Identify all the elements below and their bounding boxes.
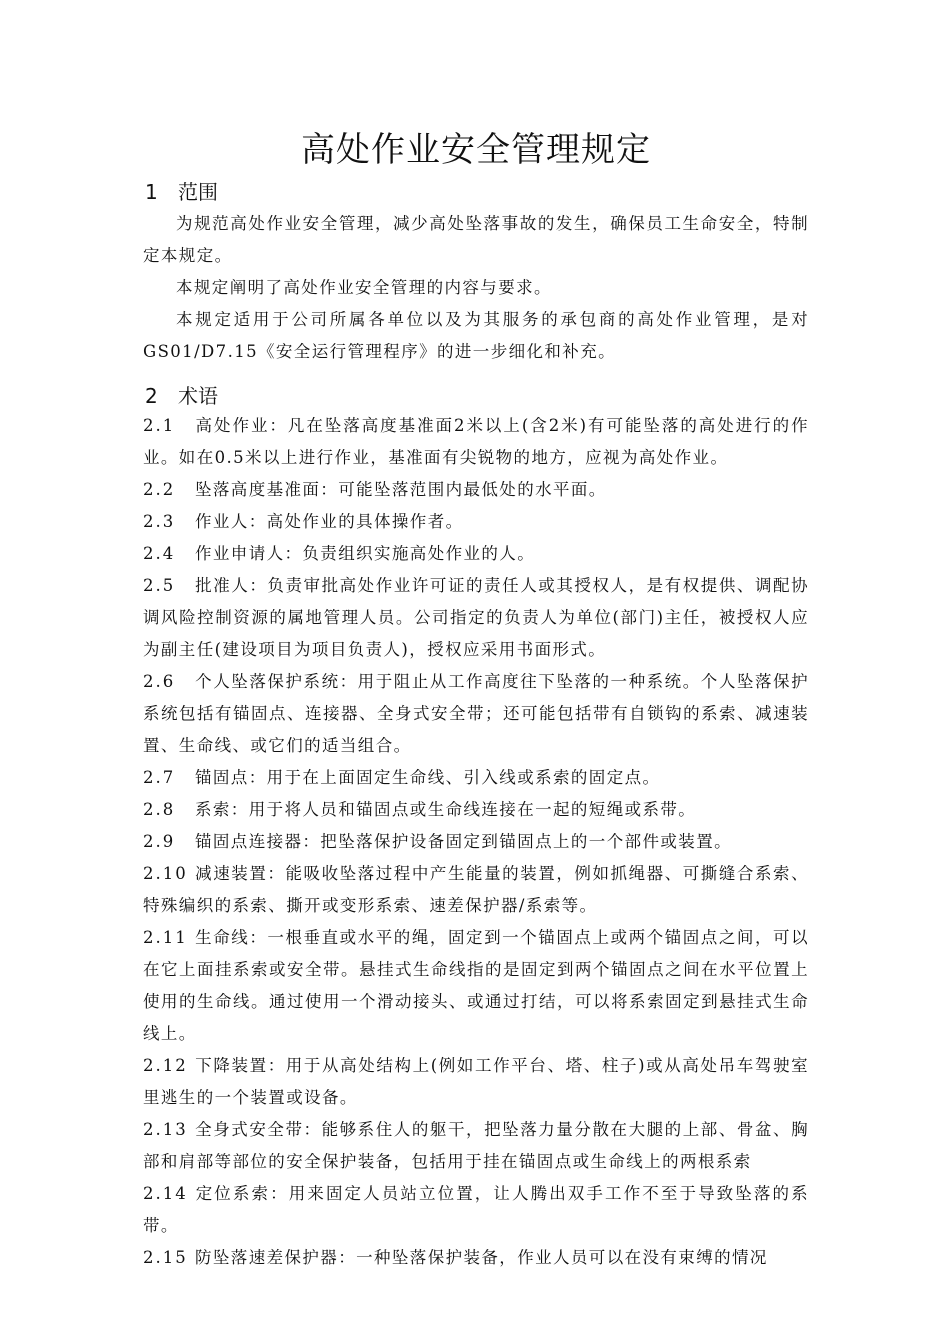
term-text: 高处作业：凡在坠落高度基准面2米以上(含2米)有可能坠落的高处进行的作业。如在0.5米以上进行作业，基准面有尖锐物的地方，应视为高处作业。: [143, 416, 809, 467]
term-text: 作业人：高处作业的具体操作者。: [195, 512, 464, 531]
term-item: [143, 762, 809, 794]
term-text: 下降装置：用于从高处结构上(例如工作平台、塔、柱子)或从高处吊车驾驶室里逃生的一个装置或设备。: [143, 1056, 809, 1107]
term-text: 作业申请人：负责组织实施高处作业的人。: [195, 544, 536, 563]
term-item: [143, 570, 809, 666]
term-text: 批准人：负责审批高处作业许可证的责任人或其授权人，是有权提供、调配协调风险控制资源的属地管理人员。公司指定的负责人为单位(部门)主任，被授权人应为副主任(建设项目为项目负责人)，授权应采用书面形式。: [143, 576, 809, 659]
term-text: 锚固点连接器：把坠落保护设备固定到锚固点上的一个部件或装置。: [195, 832, 732, 851]
term-number: 2.1: [143, 416, 176, 435]
term-item: [143, 858, 809, 922]
term-text: 坠落高度基准面：可能坠落范围内最低处的水平面。: [195, 480, 607, 499]
section-title: 术语: [178, 384, 218, 408]
section-title: 范围: [178, 180, 218, 204]
term-number: 2.10: [143, 864, 188, 883]
term-number: 2.4: [143, 544, 176, 563]
scope-body: [143, 208, 809, 368]
section-number: 2: [145, 384, 158, 408]
term-item: [143, 922, 809, 1050]
term-number: 2.8: [143, 800, 176, 819]
term-text: 减速装置：能吸收坠落过程中产生能量的装置，例如抓绳器、可撕缝合系索、特殊编织的系索、撕开或变形系索、速差保护器/系索等。: [143, 864, 809, 915]
term-item: [143, 410, 809, 474]
section-heading-scope: [145, 178, 218, 206]
term-text: 锚固点：用于在上面固定生命线、引入线或系索的固定点。: [195, 768, 661, 787]
term-item: [143, 506, 809, 538]
section-heading-terms: [145, 382, 218, 410]
paragraph: 本规定阐明了高处作业安全管理的内容与要求。: [176, 278, 552, 297]
term-text: 定位系索：用来固定人员站立位置，让人腾出双手工作不至于导致坠落的系带。: [143, 1184, 809, 1235]
paragraph: 为规范高处作业安全管理，减少高处坠落事故的发生，确保员工生命安全，特制定本规定。: [143, 214, 809, 265]
term-number: 2.13: [143, 1120, 188, 1139]
term-item: [143, 1178, 809, 1242]
term-item: [143, 1242, 809, 1274]
term-item: [143, 1050, 809, 1114]
term-number: 2.11: [143, 928, 188, 947]
term-number: 2.3: [143, 512, 176, 531]
term-number: 2.2: [143, 480, 176, 499]
paragraph: 本规定适用于公司所属各单位以及为其服务的承包商的高处作业管理，是对GS01/D7.15《安全运行管理程序》的进一步细化和补充。: [143, 310, 809, 361]
term-item: [143, 1114, 809, 1178]
term-text: 系索：用于将人员和锚固点或生命线连接在一起的短绳或系带。: [195, 800, 697, 819]
term-number: 2.5: [143, 576, 176, 595]
term-number: 2.9: [143, 832, 176, 851]
term-text: 防坠落速差保护器：一种坠落保护装备，作业人员可以在没有束缚的情况: [195, 1248, 768, 1267]
document-title: 高处作业安全管理规定: [301, 130, 651, 170]
term-text: 全身式安全带：能够系住人的躯干，把坠落力量分散在大腿的上部、骨盆、胸部和肩部等部位的安全保护装备，包括用于挂在锚固点或生命线上的两根系索: [143, 1120, 809, 1171]
term-item: [143, 794, 809, 826]
term-number: 2.12: [143, 1056, 188, 1075]
term-item: [143, 826, 809, 858]
term-item: [143, 474, 809, 506]
terms-list: [143, 410, 809, 1274]
term-number: 2.6: [143, 672, 176, 691]
term-text: 生命线：一根垂直或水平的绳，固定到一个锚固点上或两个锚固点之间，可以在它上面挂系索或安全带。悬挂式生命线指的是固定到两个锚固点之间在水平位置上使用的生命线。通过使用一个滑动接头、或通过打结，可以将系索固定到悬挂式生命线上。: [143, 928, 809, 1043]
term-number: 2.7: [143, 768, 176, 787]
term-number: 2.15: [143, 1248, 188, 1267]
term-text: 个人坠落保护系统：用于阻止从工作高度往下坠落的一种系统。个人坠落保护系统包括有锚固点、连接器、全身式安全带；还可能包括带有自锁钩的系索、减速装置、生命线、或它们的适当组合。: [143, 672, 809, 755]
term-item: [143, 538, 809, 570]
term-number: 2.14: [143, 1184, 188, 1203]
section-number: 1: [145, 180, 158, 204]
term-item: [143, 666, 809, 762]
